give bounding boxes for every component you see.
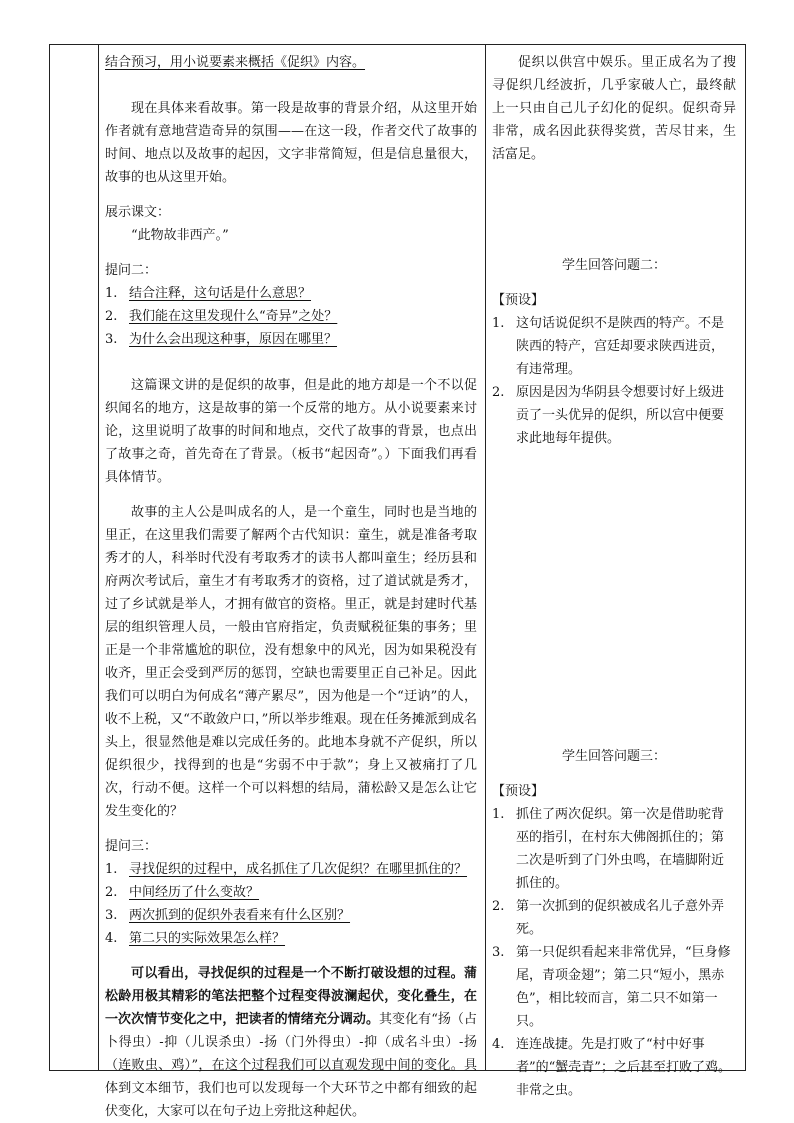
list-item: 1. 寻找促织的过程中，成名抓住了几次促织？在哪里抓住的？ bbox=[105, 862, 468, 877]
list-item: 1. 抓住了两次促织。第一次是借助驼背巫的指引，在村东大佛阁抓住的；第二次是听到了门外虫鸣，在墙脚附近抓住的。 bbox=[492, 807, 725, 891]
list-item: 2. 第一次抓到的促织被成名儿子意外弄死。 bbox=[492, 899, 725, 937]
list-item: 1. 这句话说促织不是陕西的特产。不是陕西的特产，宫廷却要求陕西进贡，有违常理。 bbox=[492, 316, 725, 377]
conclusion-paragraph bbox=[105, 962, 477, 1123]
discussion-paragraph: 这篇课文讲的是促织的故事，但是此的地方却是一个不以促织闻名的地方，这是故事的第一个反常的地方。从小说要素来讨论，这里说明了故事的时间和地点，交代了故事的背景，也点出了故事之奇，首先奇在了背景。（板书“起因奇”。）下面我们再看具体情节。 bbox=[105, 378, 477, 485]
list-item: 4. 第二只的实际效果怎么样？ bbox=[105, 931, 286, 946]
question-three-list bbox=[105, 858, 477, 950]
story-background-paragraph: 现在具体来看故事。第一段是故事的背景介绍，从这里开始作者就有意地营造奇异的氛围——在这一段，作者交代了故事的时间、地点以及故事的起因，文字非常简短，但是信息量很大，故事的也从这里开始。 bbox=[105, 101, 477, 185]
preset-label: 【预设】 bbox=[492, 293, 545, 308]
list-item: 2. 原因是因为华阴县令想要讨好上级进贡了一头优异的促织，所以宫中便要求此地每年提供。 bbox=[492, 385, 725, 446]
list-item: 3. 第一只促织看起来非常优异，“巨身修尾，青项金翅”；第二只“短小，黑赤色”，相比较而言，第二只不如第一只。 bbox=[492, 945, 731, 1029]
text-quote: “此物故非西产。” bbox=[131, 228, 229, 243]
question-two-label: 提问二： bbox=[105, 263, 158, 278]
list-item: 2. 我们能在这里发现什么“奇异”之处？ bbox=[105, 309, 338, 324]
conclusion-emphasis: 可以看出，寻找促织的过程是一个不断打破设想的过程。蒲松龄用极其精彩的笔法把整个过程变得波澜起伏，变化叠生，在一次次情节变化之中，把读者的情绪充分调动。 bbox=[105, 966, 477, 1027]
answer-three-list bbox=[492, 803, 736, 1102]
summary-continuation: 促织以供宫中娱乐。里正成名为了搜寻促织几经波折，几乎家破人亡，最终献上一只由自己儿子幻化的促织。促织奇异非常，成名因此获得奖赏，苦尽甘来，生活富足。 bbox=[492, 55, 736, 162]
intro-task: 结合预习，用小说要素来概括《促织》内容。 bbox=[105, 55, 366, 70]
list-item: 4. 连连战捷。先是打败了“村中好事者”的“蟹壳青”；之后甚至打败了鸡。非常之虫。 bbox=[492, 1037, 731, 1098]
list-item: 1. 结合注释，这句话是什么意思？ bbox=[105, 286, 312, 301]
answer-two-list bbox=[492, 312, 736, 450]
protagonist-paragraph: 故事的主人公是叫成名的人，是一个童生，同时也是当地的里正，在这里我们需要了解两个古代知识：童生，就是准备考取秀才的人，科举时代没有考取秀才的读书人都叫童生；经历县和府两次考试后，童生才有考取秀才的资格，过了道试就是秀才，过了乡试就是举人，才拥有做官的资格。里正，就是封建时代基层的组织管理人员，一般由官府指定，负责赋税征集的事务；里正是一个非常尴尬的职位，没有想象中的风光，因为如果税没有收齐，里正会受到严厉的惩罚，空缺也需要里正自己补足。因此我们可以明白为何成名“薄产累尽”，因为他是一个“迂讷”的人，收不上税，又“不敢敛户口，”所以举步维艰。现在任务摊派到成名头上，很显然他是难以完成任务的。此地本身就不产促织，所以促织很少，找得到的也是“劣弱不中于款”；身上又被痛打了几次，行动不便。这样一个可以料想的结局，蒲松龄又是怎么让它发生变化的？ bbox=[105, 505, 477, 819]
list-item: 3. 为什么会出现这种事，原因在哪里？ bbox=[105, 332, 338, 347]
list-item: 3. 两次抓到的促织外表看来有什么区别？ bbox=[105, 908, 351, 923]
student-activity-column bbox=[486, 44, 746, 1098]
conclusion-detail: 其变化有“扬（占卜得虫）-抑（儿误杀虫）-扬（门外得虫）-抑（成名斗虫）-扬（连败虫、鸡）”，在这个过程我们可以直观发现中间的变化。具体到文本细节，我们也可以发现每一个大环节之中都有细致的起伏变化，大家可以在句子边上旁批这种起伏。 bbox=[105, 1012, 477, 1119]
list-item: 2. 中间经历了什么变故？ bbox=[105, 885, 260, 900]
question-two-list bbox=[105, 282, 477, 351]
show-text-label: 展示课文： bbox=[105, 205, 171, 220]
question-three-label: 提问三： bbox=[105, 839, 158, 854]
answer-two-title: 学生回答问题二： bbox=[561, 258, 666, 273]
teaching-process-column bbox=[99, 44, 485, 1119]
answer-three-title: 学生回答问题三： bbox=[561, 749, 666, 764]
preset-label: 【预设】 bbox=[492, 784, 545, 799]
